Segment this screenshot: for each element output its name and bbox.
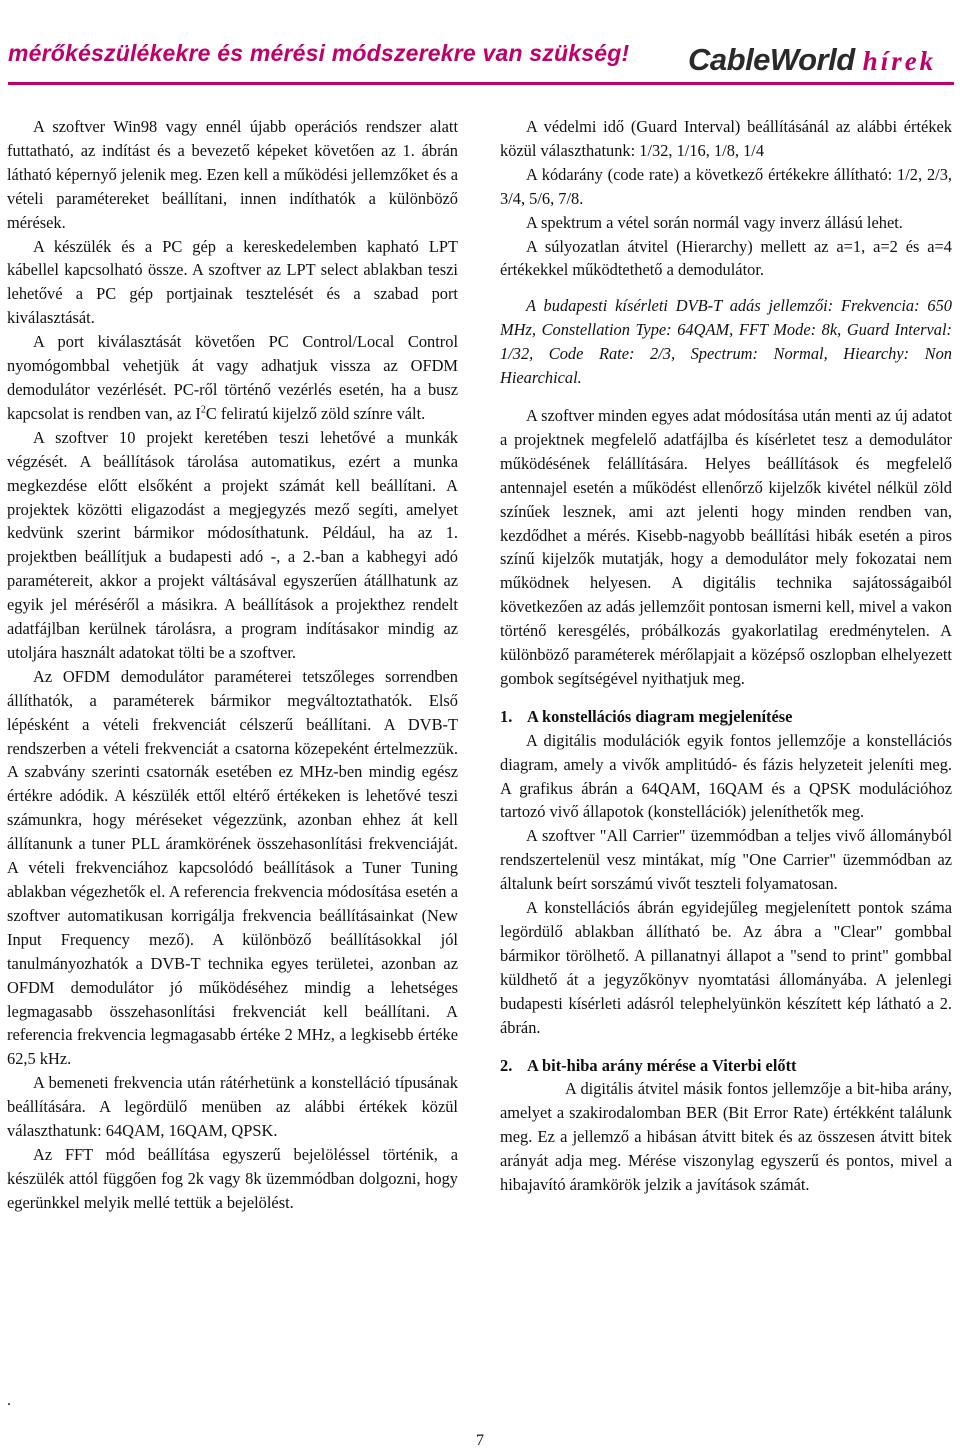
- stray-dot: .: [7, 1392, 11, 1409]
- section-number: 1.: [500, 706, 513, 726]
- paragraph: A szoftver minden egyes adat módosítása után menti az új adatot a projektnek megfelelő adatfájlba és kísérletet tesz a demodulátor működésének felállítására. Helyes beállítások és megfelelő antennajel esetén a működést ellenőrző kijelzők kivétel nélkül zöld színűek lesznek, ami azt jelenti hogy minden rendben van, kezdődhet a mérés. Kisebb-nagyobb beállítási hibák esetén a piros színű kijelzők mutatják, hogy a demodulátor mely fokozatai nem működnek helyesen. A digitális technika sajátosságaiból következően az adás jellemzőit pontosan ismerni kell, mivel a vakon történő keresgélés, próbálkozás gyakorlatilag eredménytelen. A különböző paraméterek mérőlapjait a középső oszlopban elhelyezett gombok segítségével nyithatjuk meg.: [500, 405, 952, 688]
- paragraph: A védelmi idő (Guard Interval) beállításánál az alábbi értékek közül választhatunk: 1/32, 1/16, 1/8, 1/4: [500, 117, 952, 160]
- section-heading-1: [500, 705, 952, 729]
- section-heading-2: [500, 1054, 952, 1078]
- paragraph: A szoftver "All Carrier" üzemmódban a teljes vivő állományból rendszertelenül vesz mintákat, míg "One Carrier" üzemmódban az általunk beírt sorszámú vivőt teszteli folyamatosan.: [500, 826, 952, 894]
- page-header: [0, 0, 960, 100]
- paragraph: A szoftver Win98 vagy ennél újabb operációs rendszer alatt futtatható, az indítást és a bevezető képeket követően az 1. ábrán látható képernyő jelenik meg. Ezen kell a működési jellemzőket és a vételi paramétereket beállítani, innen indíthatók a különböző mérések.: [7, 117, 458, 232]
- paragraph: A súlyozatlan átvitel (Hierarchy) mellett az a=1, a=2 és a=4 értékekkel működtethető a demodulátor.: [500, 236, 952, 280]
- section-number: 2.: [500, 1055, 513, 1075]
- paragraph: A szoftver 10 projekt keretében teszi lehetővé a munkák végzését. A beállítások tárolása automatikus, ezért a munka megkezdése előtt elsőként a projekt számát kell beállítani. A projektek közötti eligazodást a megjegyzés mező segíti, amelyet kedvünk szerint bármikor módosíthatunk. Például, ha az 1. projektben beállítjuk a budapesti adó -, a 2.-ban a kabhegyi adó paramétereit, akkor a projekt váltásával egyszerűen átállhatunk az egyik jel méréséről a másikra. A beállítások a projekthez rendelt adatfájlban kerülnek tárolásra, a program indításakor mindig az utoljára használt adatokat tölti be a szoftver.: [7, 427, 458, 662]
- logo-sub-text: hírek: [862, 46, 937, 76]
- paragraph: A bemeneti frekvencia után rátérhetünk a konstelláció típusának beállítására. A legördülő menüben az alábbi értékek közül választhatunk: 64QAM, 16QAM, QPSK.: [7, 1073, 458, 1141]
- paragraph-text: C feliratú kijelző zöld színre vált.: [205, 403, 426, 423]
- paragraph: A spektrum a vétel során normál vagy inverz állású lehet.: [526, 212, 903, 232]
- paragraph: A digitális modulációk egyik fontos jellemzője a konstellációs diagram, amely a vivők amplitúdó- és fázis helyzeteit jeleníti meg. A grafikus ábrán a 64QAM, 16QAM és a QPSK modulációhoz tartozó vivő állapotok (konstellációk) jeleníthetők meg.: [500, 730, 952, 822]
- paragraph: A készülék és a PC gép a kereskedelemben kapható LPT kábellel kapcsolható össze. A szoftver az LPT select ablakban teszi lehetővé a PC gép portjainak tesztelését és a szabad port kiválasztását.: [7, 236, 458, 328]
- left-column: [7, 115, 458, 1215]
- paragraph-text: A port kiválasztását követően PC Control/Local Control nyomógombbal vehetjük át vagy adhatjuk vissza az OFDM demodulátor vezérlését. PC-ről történő vezérlés esetén, ha a busz kapcsolat is rendben van, az I: [7, 332, 458, 423]
- paragraph: A konstellációs ábrán egyidejűleg megjelenített pontok száma legördülő ablakban állítható be. Az ábra a "Clear" gombbal bármikor törölhető. A pillanatnyi állapot a "send to print" gombbal küldhető át a jegyzőkönyv nyomtatási állományába. A jelenlegi budapesti kísérleti adásról telephelyünkön készített kép látható a 2. ábrán.: [500, 898, 952, 1037]
- section-title: A konstellációs diagram megjelenítése: [527, 706, 793, 726]
- paragraph: Az FFT mód beállítása egyszerű bejelöléssel történik, a készülék attól függően fog 2k vagy 8k üzemmódban dolgozni, hogy egerünkkel melyik mellé tettük a bejelölést.: [7, 1144, 458, 1212]
- right-column: [500, 115, 952, 1197]
- cableworld-logo: [688, 42, 936, 78]
- superscript: 2: [200, 404, 206, 416]
- section-title: A bit-hiba arány mérése a Viterbi előtt: [527, 1055, 797, 1075]
- page-number: 7: [476, 1432, 484, 1449]
- logo-main-text: CableWorld: [688, 42, 855, 77]
- header-title: mérőkészülékekre és mérési módszerekre van szükség!: [8, 40, 630, 66]
- paragraph: [7, 330, 458, 426]
- paragraph: Az OFDM demodulátor paraméterei tetszőleges sorrendben állíthatók, a paraméterek bármikor megváltoztathatók. Első lépésként a vételi frekvenciát célszerű beállítani. A DVB-T rendszerben a vételi frekvenciát a csatorna közepeként értelmezzük. A szabvány szerinti csatornák esetében ez MHz-ben mindig egész értékre adódik. A készülék ettől eltérő értékeken is lehetővé teszi számunkra, hogy méréseket végezzünk, azonban ehhez át kell állítanunk a tuner PLL áramkörének összehasonlítási frekvenciáját. A vételi frekvenciához kapcsolódó beállítások a Tuner Tuning ablakban végezhetők el. A referencia frekvencia módosítása esetén a szoftver automatikusan korrigálja frekvencia beállításainkat (New Input Frequency mező). A különböző beállításokkal jól tanulmányozhatók a DVB-T technika egyes területei, azonban az OFDM demodulátor jó működéséhez mindig a lehetséges legmagasabb összehasonlítási frekvenciát kell beállítani. A referencia frekvencia legmagasabb értéke 2 MHz, a legkisebb értéke 62,5 kHz.: [7, 666, 458, 1069]
- paragraph: A kódarány (code rate) a következő értékekre állítható: 1/2, 2/3, 3/4, 5/6, 7/8.: [500, 164, 952, 208]
- header-rule: [8, 82, 954, 85]
- italic-note: A budapesti kísérleti DVB-T adás jellemzői: Frekvencia: 650 MHz, Constellation Type: 64QAM, FFT Mode: 8k, Guard Interval: 1/32, Code Rate: 2/3, Spectrum: Normal, Hiearchy: Non Hiearchical.: [500, 296, 952, 388]
- paragraph: A digitális átvitel másik fontos jellemzője a bit-hiba arány, amelyet a szakirodalomban BER (Bit Error Rate) értékként találunk meg. Ez a jellemző a hibásan átvitt bitek és az összesen átvitt bitek arányát adja meg. Mérése viszonylag egyszerű és pontos, mivel a hibajavító áramkörök jelzik a javítások számát.: [500, 1079, 952, 1195]
